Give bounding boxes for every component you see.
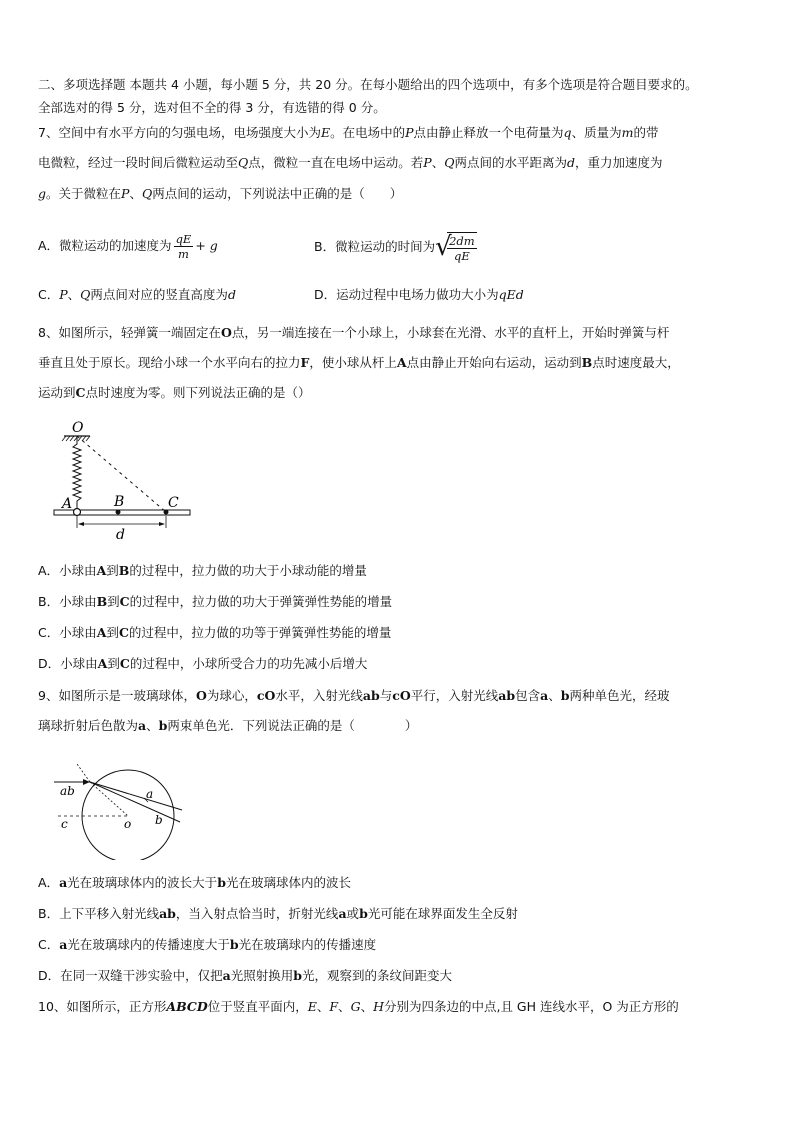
q9-glass-sphere-figure [52, 756, 202, 860]
q8-spring-figure [48, 418, 198, 544]
q8-ball-a [74, 509, 81, 516]
section-header-line1: 二、多项选择题 本题共 4 小题，每小题 5 分，共 20 分。在每小题给出的四个选项中，有多个选项是符合题目要求的。 [38, 77, 698, 92]
q8-fig-label-d: d [116, 527, 125, 543]
q8-stem-line2: 垂直且处于原长。现给小球一个水平向右的拉力F，使小球从杆上A点由静止开始向右运动，运动到B点时速度最大， [38, 355, 680, 370]
q9-fig-label-ab: ab [60, 784, 75, 798]
q7-option-a-fraction: $\frac{qE}{m}$ [175, 232, 192, 261]
q8-spring [73, 436, 81, 508]
q7-option-b-sqrt: √ $\frac{2dm}{qE}$ [435, 232, 475, 263]
q8-ceiling-hatch [62, 436, 90, 441]
q8-stem-line1: 8、如图所示，轻弹簧一端固定在O点，另一端连接在一个小球上，小球套在光滑、水平的直杆上，开始时弹簧与杆 [38, 325, 670, 340]
q8-fig-label-a: A [62, 496, 73, 512]
q9-fig-label-o: o [124, 817, 132, 831]
q9-option-a: A．a光在玻璃球体内的波长大于b光在玻璃球体内的波长 [38, 875, 351, 890]
q9-ray-b [90, 782, 180, 822]
q9-option-b: B．上下平移入射光线ab，当入射点恰当时，折射光线a或b光可能在球界面发生全反射 [38, 906, 518, 921]
q9-option-c: C．a光在玻璃球内的传播速度大于b光在玻璃球内的传播速度 [38, 937, 377, 952]
q7-option-c: C．P、Q两点间对应的竖直高度为d [38, 287, 236, 302]
q9-fig-label-a: a [146, 787, 154, 801]
q9-fig-label-b: b [155, 813, 163, 827]
q9-stem-line1: 9、如图所示是一玻璃球体，O为球心，cO水平，入射光线ab与cO平行，入射光线ab包含a、b两种单色光，经玻 [38, 688, 670, 703]
q9-option-d: D．在同一双缝干涉实验中，仅把a光照射换用b光，观察到的条纹间距变大 [38, 968, 453, 983]
q9-ray-a [90, 782, 182, 810]
q7-option-d: D．运动过程中电场力做功大小为qEd [314, 287, 524, 302]
q9-fig-label-c: c [61, 817, 68, 831]
q8-point-b [116, 510, 121, 515]
q9-stem-line2: 璃球折射后色散为a、b两束单色光．下列说法正确的是（ ） [38, 718, 418, 733]
q7-stem-line2: 电微粒，经过一段时间后微粒运动至Q点，微粒一直在电场中运动。若P、Q两点间的水平距离为d，重力加速度为 [38, 155, 663, 170]
q8-option-d: D．小球由A到C的过程中，小球所受合力的功先减小后增大 [38, 656, 368, 671]
q8-option-c: C．小球由A到C的过程中，拉力做的功等于弹簧弹性势能的增量 [38, 625, 392, 640]
q7-option-b: B．微粒运动的时间为 √ $\frac{2dm}{qE}$ [314, 232, 475, 263]
q8-option-b: B．小球由B到C的过程中，拉力做的功大于弹簧弹性势能的增量 [38, 594, 393, 609]
q8-fig-label-c: C [168, 495, 179, 511]
q8-stem-line3: 运动到C点时速度为零。则下列说法正确的是（） [38, 385, 311, 400]
q8-option-a: A．小球由A到B的过程中，拉力做的功大于小球动能的增量 [38, 563, 367, 578]
q7-option-a: A．微粒运动的加速度为 $\frac{qE}{m}$ + g [38, 232, 218, 261]
q8-fig-label-o: O [72, 420, 84, 436]
q7-stem-line3: g。关于微粒在P、Q两点间的运动，下列说法中正确的是（ ） [38, 186, 403, 201]
section-header-line2: 全部选对的得 5 分，选对但不全的得 3 分，有选错的得 0 分。 [38, 100, 386, 115]
q7-stem-line1: 7、空间中有水平方向的匀强电场，电场强度大小为E。在电场中的P点由静止释放一个电荷量为q、质量为m的带 [38, 125, 659, 140]
q8-fig-label-b: B [114, 494, 125, 510]
q10-stem-line1: 10、如图所示，正方形ABCD位于竖直平面内，E、F、G、H分别为四条边的中点,且 GH 连线水平，O 为正方形的 [38, 999, 679, 1014]
